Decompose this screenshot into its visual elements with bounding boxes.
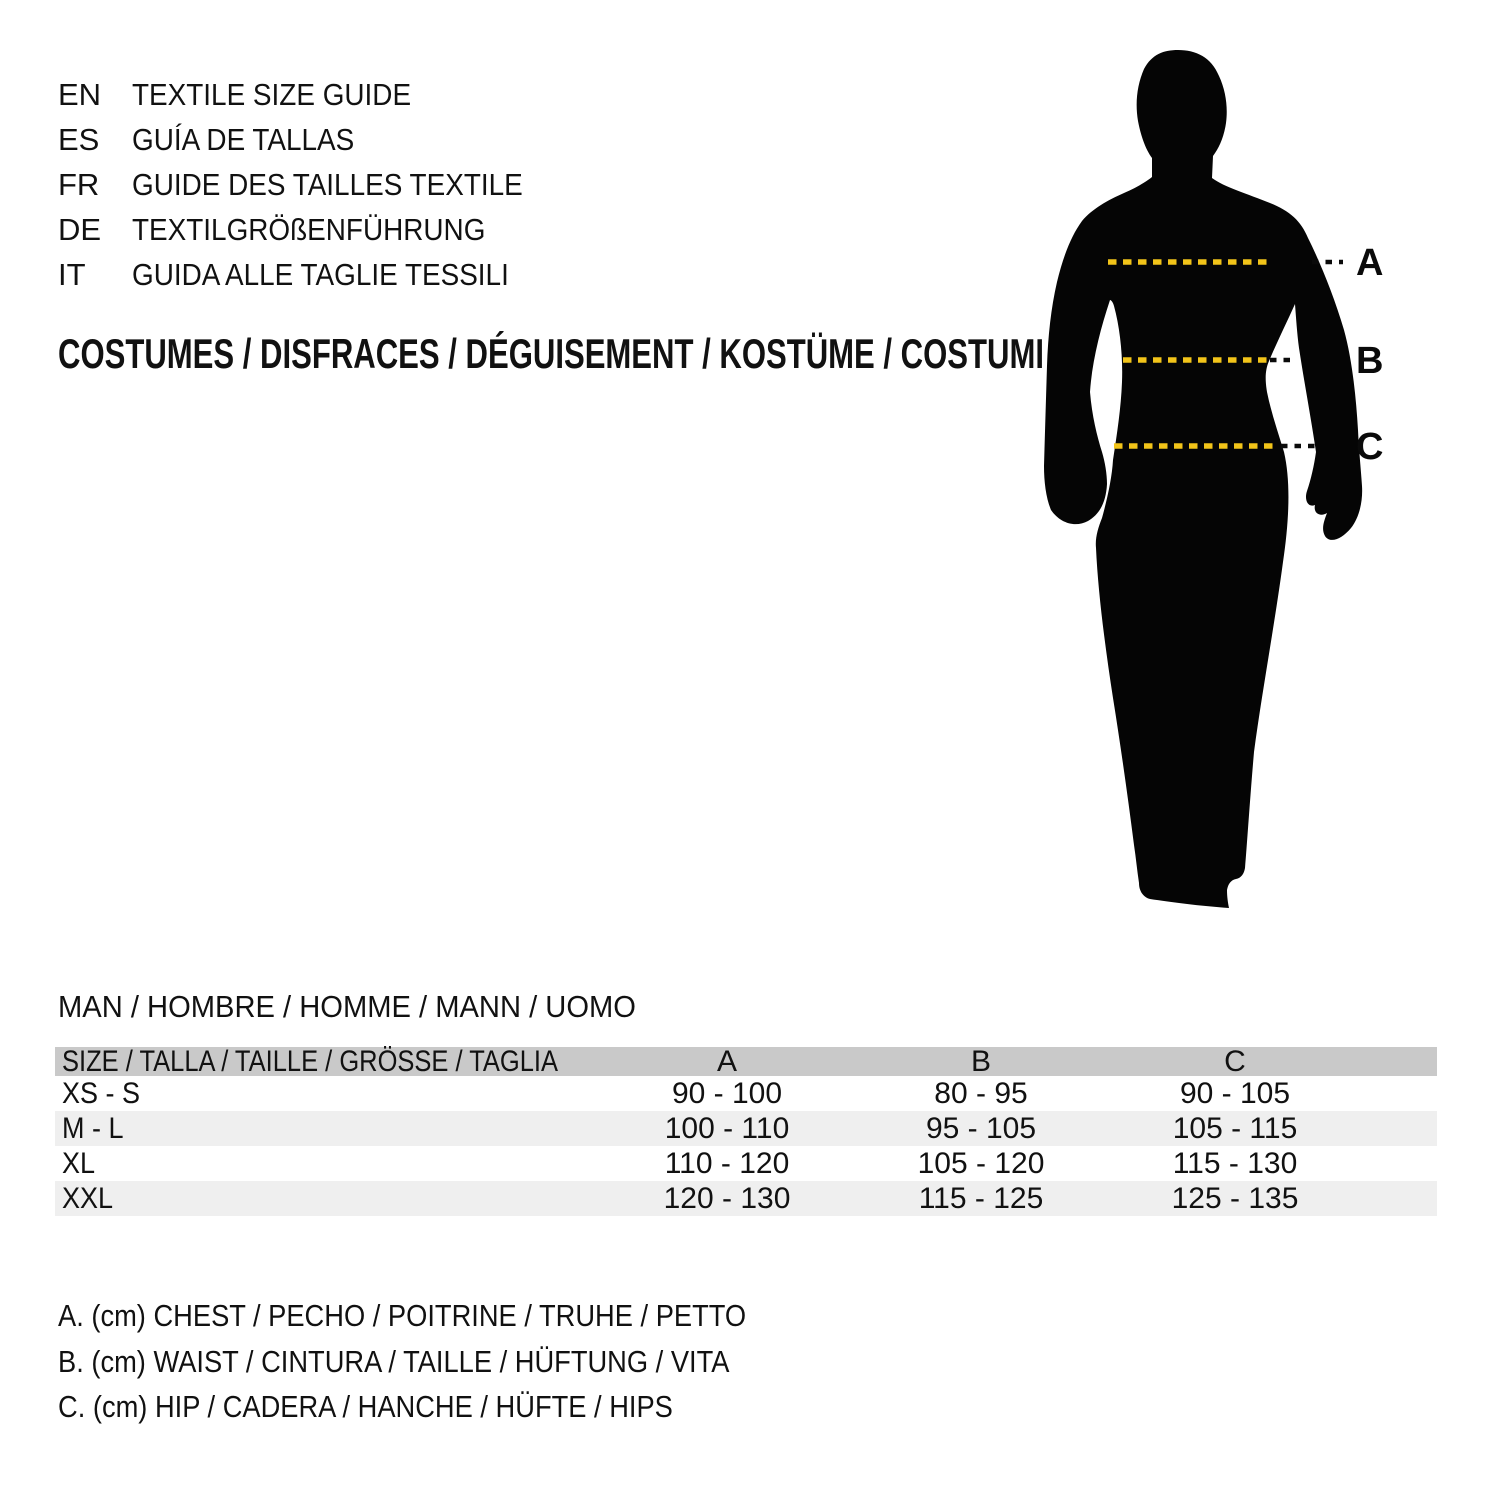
table-row-xxl (55, 1181, 1437, 1216)
hip-range: 90 - 105 (1179, 1076, 1291, 1110)
measure-label-a: A (1356, 242, 1384, 284)
table-row-m-l (55, 1111, 1437, 1146)
language-code: ES (58, 122, 100, 157)
legend-waist: B. (cm) WAIST / CINTURA / TAILLE / HÜFTUNG / VITA (58, 1343, 730, 1379)
column-header-c: C (1224, 1045, 1246, 1078)
guide-title-fr: GUIDE DES TAILLES TEXTILE (132, 167, 523, 202)
legend-hip: C. (cm) HIP / CADERA / HANCHE / HÜFTE / HIPS (58, 1389, 673, 1425)
language-row-fr (58, 162, 566, 207)
language-code: IT (58, 257, 86, 292)
guide-title-de: TEXTILGRÖßENFÜHRUNG (132, 212, 486, 247)
language-row-en (58, 72, 566, 117)
male-silhouette-figure (1020, 40, 1490, 920)
waist-range: 115 - 125 (918, 1181, 1044, 1215)
hip-range: 115 - 130 (1172, 1146, 1298, 1180)
category-heading: COSTUMES / DISFRACES / DÉGUISEMENT / KOSTÜME / COSTUMI (58, 330, 1044, 377)
guide-title-it: GUIDA ALLE TAGLIE TESSILI (132, 257, 509, 292)
gender-heading: MAN / HOMBRE / HOMME / MANN / UOMO (58, 989, 636, 1024)
measurement-legend (58, 1293, 840, 1430)
language-code: DE (58, 212, 102, 247)
language-code: FR (58, 167, 100, 202)
chest-range: 120 - 130 (663, 1181, 791, 1215)
size-value: M - L (62, 1111, 124, 1145)
size-column-header: SIZE / TALLA / TAILLE / GRÖSSE / TAGLIA (62, 1045, 559, 1078)
size-table (55, 1047, 1437, 1216)
chest-range: 110 - 120 (664, 1146, 790, 1180)
chest-range: 100 - 110 (664, 1111, 790, 1145)
size-value: XL (62, 1146, 96, 1180)
size-value: XS - S (62, 1076, 141, 1110)
language-row-it (58, 252, 566, 297)
legend-chest: A. (cm) CHEST / PECHO / POITRINE / TRUHE / PETTO (58, 1298, 747, 1334)
language-row-de (58, 207, 566, 252)
male-silhouette (1044, 50, 1362, 908)
waist-range: 105 - 120 (917, 1146, 1045, 1180)
measure-label-b: B (1356, 340, 1384, 382)
size-value: XXL (62, 1181, 114, 1215)
chest-range: 90 - 100 (671, 1076, 783, 1110)
guide-title-es: GUÍA DE TALLAS (132, 122, 355, 157)
language-row-es (58, 117, 566, 162)
language-title-list (58, 72, 566, 297)
column-header-a: A (716, 1045, 737, 1078)
guide-title-en: TEXTILE SIZE GUIDE (132, 77, 412, 112)
hip-range: 125 - 135 (1171, 1181, 1299, 1215)
hip-range: 105 - 115 (1172, 1111, 1298, 1145)
waist-range: 95 - 105 (925, 1111, 1037, 1145)
waist-range: 80 - 95 (934, 1076, 1028, 1110)
measure-label-c: C (1356, 426, 1384, 468)
size-table-header-row (55, 1047, 1437, 1076)
table-row-xs-s (55, 1076, 1437, 1111)
column-header-b: B (970, 1045, 991, 1078)
language-code: EN (58, 77, 102, 112)
table-row-xl (55, 1146, 1437, 1181)
